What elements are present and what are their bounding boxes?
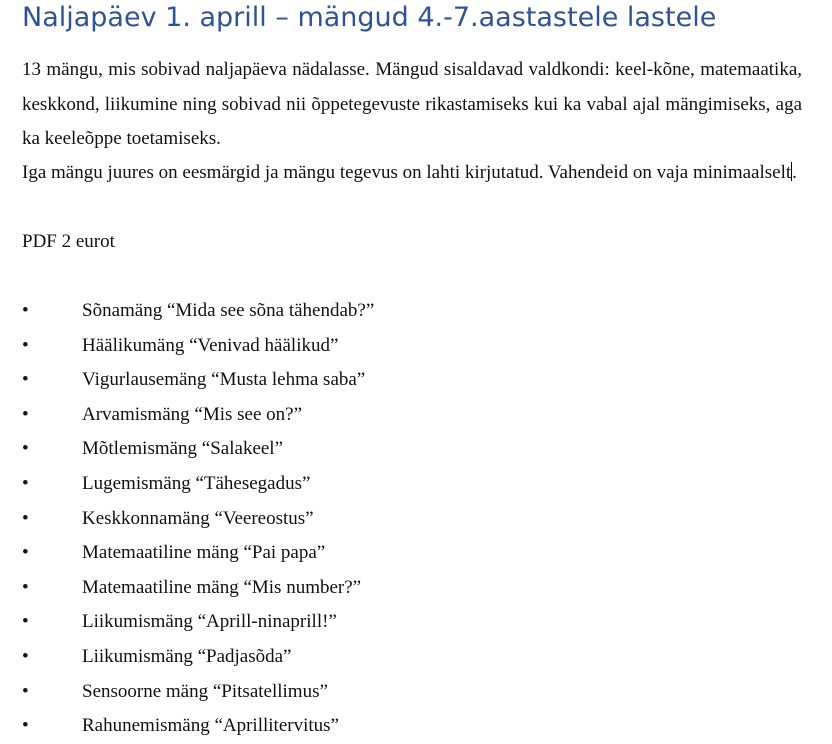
document-title: Naljapäev 1. aprill – mängud 4.-7.aastastele lastele [22,2,717,33]
list-item [22,363,802,398]
intro-paragraph-2-end: . [792,162,797,183]
list-item [22,467,802,502]
list-item [22,329,802,364]
game-title: Sensoorne mäng “Pitsatellimus” [82,680,328,702]
game-title: Arvamismäng “Mis see on?” [82,403,303,425]
bullet-icon: • [22,715,29,737]
list-item [22,502,802,537]
intro-paragraph-2 [22,156,802,191]
intro-paragraph-2-text: Iga mängu juures on eesmärgid ja mängu tegevus on lahti kirjutatud. Vahendeid on vaja minimaalselt [22,162,792,183]
bullet-icon: • [22,680,29,702]
list-item [22,640,802,675]
list-item [22,294,802,329]
game-title: Lugemismäng “Tähesegadus” [82,472,311,494]
game-title: Matemaatiline mäng “Mis number?” [82,576,362,598]
game-title: Liikumismäng “Aprill-ninaprill!” [82,611,337,633]
list-item [22,536,802,571]
game-title: Sõnamäng “Mida see sõna tähendab?” [82,300,375,321]
bullet-icon: • [22,507,29,529]
bullet-icon: • [22,472,29,494]
bullet-icon: • [22,300,29,321]
game-title: Mõtlemismäng “Salakeel” [82,438,284,460]
game-title: Keskkonnamäng “Veereostus” [82,507,314,529]
list-item [22,605,802,640]
bullet-icon: • [22,611,29,633]
game-title: Vigurlausemäng “Musta lehma saba” [82,369,366,391]
game-title: Matemaatiline mäng “Pai papa” [82,542,326,564]
bullet-icon: • [22,645,29,667]
bullet-icon: • [22,334,29,356]
bullet-icon: • [22,403,29,425]
bullet-icon: • [22,542,29,564]
game-title: Liikumismäng “Padjasõda” [82,645,292,667]
bullet-icon: • [22,576,29,598]
intro-paragraph: 13 mängu, mis sobivad naljapäeva nädalasse. Mängud sisaldavad valdkondi: keel-kõne, matemaatika, keskkond, liikumine ning sobivad nii õppetegevuste rikastamiseks kui ka vabal ajal mängimiseks, aga ka keeleõppe toetamiseks. [22,59,802,149]
game-title: Häälikumäng “Venivad häälikud” [82,334,339,356]
price-text: PDF 2 eurot [22,231,115,252]
list-item [22,571,802,606]
list-item [22,675,802,710]
list-item [22,398,802,433]
game-title: Rahunemismäng “Aprillitervitus” [82,715,339,737]
list-item [22,432,802,467]
games-list [22,294,802,744]
list-item [22,709,802,744]
bullet-icon: • [22,438,29,460]
bullet-icon: • [22,369,29,391]
